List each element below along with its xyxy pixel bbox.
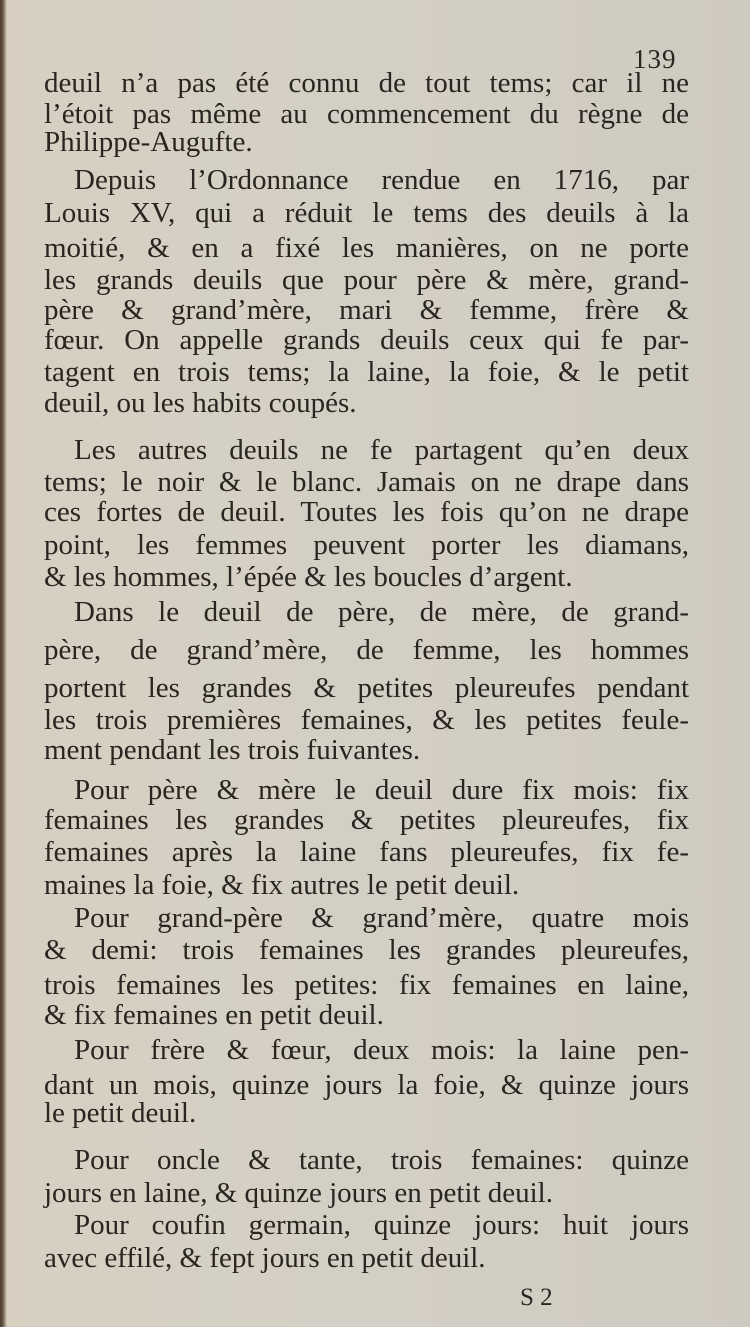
text-line: Dans le deuil de père, de mère, de grand- [74, 596, 689, 628]
text-line: le petit deuil. [44, 1097, 197, 1129]
text-line: tems; le noir & le blanc. Jamais on ne drape dans [44, 466, 689, 498]
page-number: 139 [633, 44, 677, 74]
text-line: ment pendant les trois fuivantes. [44, 734, 421, 766]
text-line: père, de grand’mère, de femme, les hommes [44, 634, 689, 666]
text-line: Pour oncle & tante, trois femaines: quinze [74, 1144, 689, 1176]
text-line: Pour père & mère le deuil dure fix mois: fix [74, 774, 689, 806]
text-line: & demi: trois femaines les grandes pleureufes, [44, 934, 689, 966]
text-line: les trois premières femaines, & les petites feule- [44, 704, 689, 736]
text-line: Pour frère & fœur, deux mois: la laine pen- [74, 1034, 689, 1066]
text-line: l’étoit pas même au commencement du règne de [44, 98, 689, 130]
text-line: moitié, & en a fixé les manières, on ne porte [44, 232, 689, 264]
text-line: Depuis l’Ordonnance rendue en 1716, par [74, 164, 689, 196]
text-line: avec effilé, & fept jours en petit deuil. [44, 1242, 486, 1274]
text-line: deuil, ou les habits coupés. [44, 387, 357, 419]
text-line: Les autres deuils ne fe partagent qu’en deux [74, 434, 689, 466]
text-line: maines la foie, & fix autres le petit deuil. [44, 869, 520, 901]
signature-mark: S 2 [520, 1284, 553, 1311]
text-line: fœur. On appelle grands deuils ceux qui fe par- [44, 324, 689, 356]
text-line: & les hommes, l’épée & les boucles d’argent. [44, 561, 573, 593]
text-line: Pour grand-père & grand’mère, quatre mois [74, 902, 689, 934]
text-line: femaines les grandes & petites pleureufes, fix [44, 804, 689, 836]
text-line: deuil n’a pas été connu de tout tems; car il ne [44, 67, 689, 99]
text-line: dant un mois, quinze jours la foie, & quinze jours [44, 1069, 689, 1101]
text-line: Pour coufin germain, quinze jours: huit jours [74, 1209, 689, 1241]
text-line: portent les grandes & petites pleureufes pendant [44, 672, 689, 704]
text-line: Philippe-Augufte. [44, 126, 253, 158]
text-line: jours en laine, & quinze jours en petit deuil. [44, 1177, 553, 1209]
text-line: père & grand’mère, mari & femme, frère & [44, 294, 689, 326]
text-line: & fix femaines en petit deuil. [44, 999, 384, 1031]
text-line: tagent en trois tems; la laine, la foie, & le petit [44, 356, 689, 388]
text-line: femaines après la laine fans pleureufes, fix fe- [44, 836, 689, 868]
text-line: ces fortes de deuil. Toutes les fois qu’on ne drape [44, 496, 689, 528]
text-line: point, les femmes peuvent porter les diamans, [44, 529, 689, 561]
text-line: Louis XV, qui a réduit le tems des deuils à la [44, 197, 689, 229]
text-line: trois femaines les petites: fix femaines en laine, [44, 969, 689, 1001]
text-line: les grands deuils que pour père & mère, grand- [44, 264, 689, 296]
